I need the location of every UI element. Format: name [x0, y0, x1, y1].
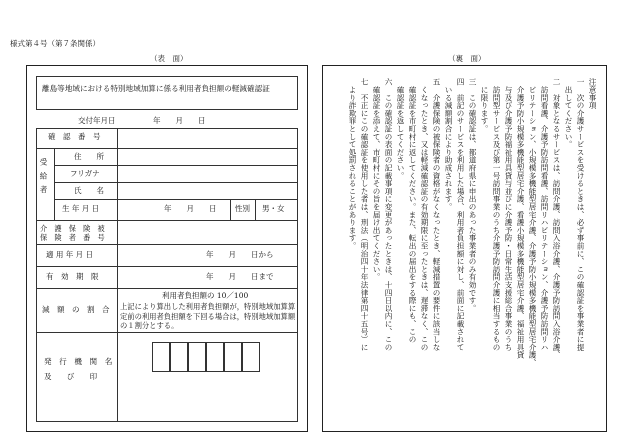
- note-1: 一 次の介護サービスを受けるときは、必ず事前に、この確認証を事業者に提: [576, 78, 585, 351]
- reduction-label: 減 額 の 割 合: [42, 305, 110, 314]
- note-2-cont: 与及び介護予防福祉用具貸与並びに介護予防・日常生活支援総合事業のうち: [504, 78, 513, 351]
- note-5-cont: 確認証を返してください。: [396, 78, 405, 180]
- confirm-number-label: 確 認 番 号: [48, 132, 101, 141]
- start-date-value: 年 月 日から: [206, 250, 274, 259]
- notes-heading: 注意事項: [588, 78, 597, 110]
- name-label: 氏 名: [74, 186, 104, 195]
- seal-box: [188, 342, 206, 372]
- seal-box: [242, 342, 260, 372]
- note-7-cont: より詐欺罪として処罰されることがあります。: [348, 78, 357, 250]
- recipient-label: 受給者: [39, 158, 49, 199]
- reduction-note: 上記により算出した利用者負担額が，特別地域加算算定前の利用者負担額を下回る場合は，特別地域加算額の１割分とする。: [120, 302, 296, 331]
- note-2-cont: に限ります。: [480, 78, 489, 133]
- birthdate-label: 生 年 月 日: [62, 204, 100, 213]
- seal-box: [170, 342, 188, 372]
- note-7: 七 不正にこの確認証を使用した者は、刑法（明治四十年法律第四十五号）に: [360, 78, 369, 351]
- note-5: 五 介護保険の被保険者の資格がなくなったとき、軽減措置の要件に該当しな: [432, 78, 441, 351]
- gender-value: 男・女: [262, 204, 285, 213]
- note-5-cont: 確認証を市町村に返してください。また、転出の届出をする際にも、この: [408, 78, 417, 344]
- note-3: 三 この確認証は、都道府県に申出のあった事業者のみ有効です。: [468, 78, 477, 312]
- note-2-cont: ビリテーション、小規模多機能型居宅介護、介護予防小規模多機能型居宅介護、: [528, 78, 537, 367]
- reduction-ratio: 利用者負担額の 10／100: [162, 291, 249, 300]
- notes-area: [330, 72, 602, 428]
- furigana-label: フリガナ: [70, 169, 100, 178]
- issue-date: 交付年月日 年 月 日: [78, 116, 206, 125]
- front-side-label: （表 面）: [150, 54, 188, 63]
- insured-number-label: 介 護 保 険 被 保 険 者 番 号: [40, 224, 105, 242]
- seal-box: [206, 342, 224, 372]
- note-6-cont: 確認証を添えて、市町村にその旨を届け出てください。: [372, 78, 381, 281]
- seal-box: [152, 342, 170, 372]
- expiry-value: 年 月 日まで: [206, 272, 274, 281]
- seal-box: [224, 342, 242, 372]
- expiry-label: 有 効 期 限: [46, 272, 99, 281]
- back-side-label: （裏 面）: [448, 54, 486, 63]
- note-5-cont: くなったとき、又は軽減確認証の有効期限に至ったときは、遅滞なく、この: [420, 78, 429, 351]
- note-2-cont: 訪問型サービス及び第一号訪問事業のうち介護予防訪問介護に相当するもの: [492, 78, 501, 351]
- note-2-cont: 訪問看護、介護予防訪問看護、訪問リハビリテーション、介護予防訪問リハ: [540, 78, 549, 351]
- birthdate-value: 年 月 日: [164, 204, 217, 213]
- note-4: 四 前記のサービスを利用した場合、利用者負担額に対し、前面に記載されて: [456, 78, 465, 351]
- note-2: 二 対象となるサービスは、訪問介護、訪問入浴介護、介護予防訪問入浴介護、: [552, 78, 561, 359]
- form-title: 離島等地域における特別地域加算に係る利用者負担額の軽減確認証: [42, 84, 270, 93]
- gender-label: 性別: [235, 204, 250, 213]
- note-2-cont: 介護予防小規模多機能型居宅介護、看護小規模多機能型居宅介護、福祉用具貸: [516, 78, 525, 359]
- form-id: 様式第４号（第７条関係）: [10, 39, 100, 48]
- note-1-cont: 出してください。: [564, 78, 573, 149]
- note-6: 六 この確認証の表面の記載事項に変更があったときは、十四日以内に、この: [384, 78, 393, 351]
- note-4-cont: いる減額割合により助成されます。: [444, 78, 453, 211]
- start-date-label: 適 用 年 月 日: [46, 250, 94, 259]
- address-label: 住 所: [74, 152, 104, 161]
- issuer-label: 発 行 機 関 名 及 び 印: [44, 357, 113, 381]
